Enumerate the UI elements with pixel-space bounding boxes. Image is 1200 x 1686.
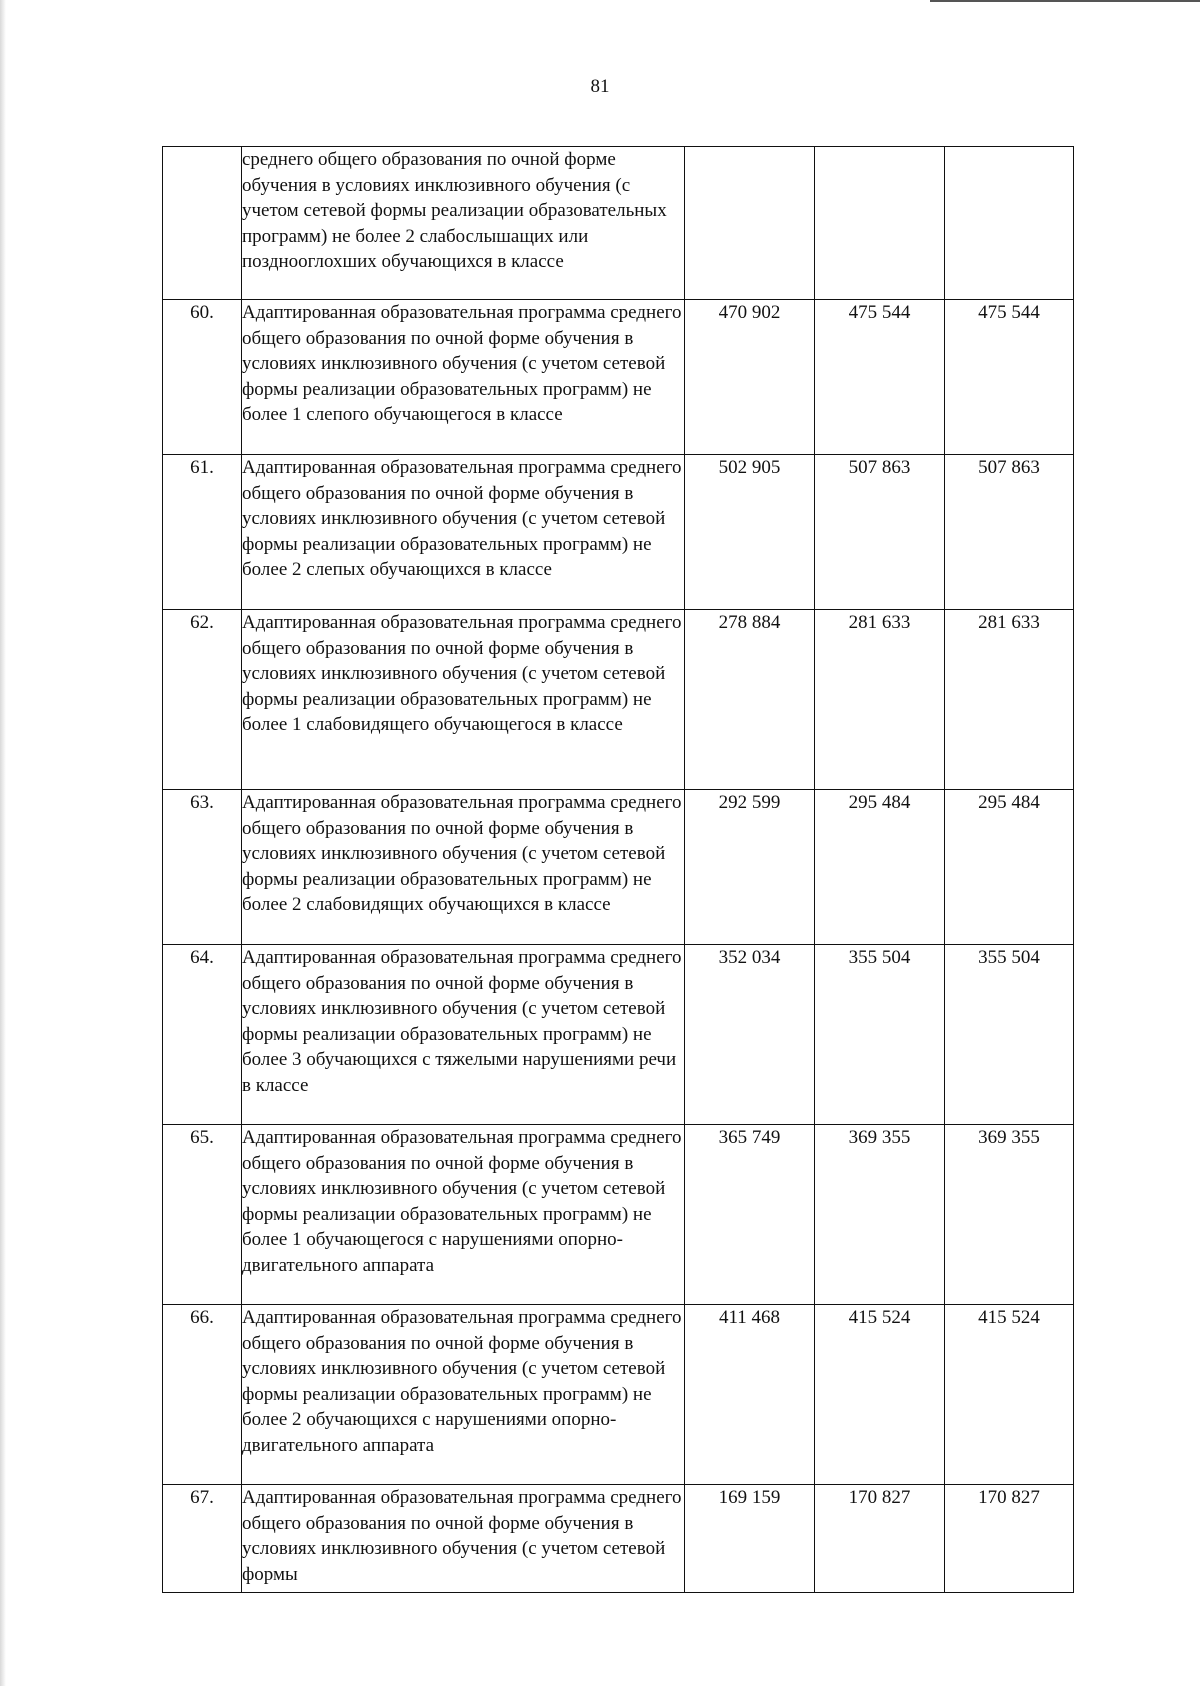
table-row: [163, 945, 1074, 1125]
table-row: [163, 300, 1074, 455]
budget-table: [162, 146, 1074, 1593]
value-col-1: 411 468: [685, 1305, 815, 1485]
program-description: Адаптированная образовательная программа среднего общего образования по очной форме обучения в условиях инклюзивного обучения (с учетом сетевой формы реализации образовательных программ) не более 1 обучающегося с нарушениями опорно-двигательного аппарата: [242, 1125, 685, 1305]
table-row: [163, 610, 1074, 790]
value-col-1: 292 599: [685, 790, 815, 945]
row-number: 64.: [163, 945, 242, 1125]
row-number: 67.: [163, 1485, 242, 1593]
table-row: [163, 147, 1074, 300]
value-col-2: 507 863: [815, 455, 945, 610]
value-col-2: 369 355: [815, 1125, 945, 1305]
value-col-3: 295 484: [945, 790, 1074, 945]
value-col-1: 502 905: [685, 455, 815, 610]
value-col-3: 507 863: [945, 455, 1074, 610]
value-col-3: 281 633: [945, 610, 1074, 790]
row-number: 62.: [163, 610, 242, 790]
table-row: [163, 1485, 1074, 1593]
row-number: 61.: [163, 455, 242, 610]
value-col-2: 295 484: [815, 790, 945, 945]
value-col-1: 470 902: [685, 300, 815, 455]
program-description: Адаптированная образовательная программа среднего общего образования по очной форме обучения в условиях инклюзивного обучения (с учетом сетевой формы реализации образовательных программ) не более 2 слабовидящих обучающихся в классе: [242, 790, 685, 945]
value-col-3: 369 355: [945, 1125, 1074, 1305]
value-col-1: 278 884: [685, 610, 815, 790]
value-col-2: 415 524: [815, 1305, 945, 1485]
row-number: 65.: [163, 1125, 242, 1305]
value-col-2: 281 633: [815, 610, 945, 790]
value-col-3: 170 827: [945, 1485, 1074, 1593]
program-description: Адаптированная образовательная программа среднего общего образования по очной форме обучения в условиях инклюзивного обучения (с учетом сетевой формы реализации образовательных программ) не более 1 слабовидящего обучающегося в классе: [242, 610, 685, 790]
row-number: 66.: [163, 1305, 242, 1485]
value-col-3: [945, 147, 1074, 300]
row-number: 60.: [163, 300, 242, 455]
value-col-1: [685, 147, 815, 300]
value-col-2: 170 827: [815, 1485, 945, 1593]
table-row: [163, 455, 1074, 610]
table-row: [163, 1305, 1074, 1485]
program-description: Адаптированная образовательная программа среднего общего образования по очной форме обучения в условиях инклюзивного обучения (с учетом сетевой формы реализации образовательных программ) не более 2 слепых обучающихся в классе: [242, 455, 685, 610]
value-col-3: 415 524: [945, 1305, 1074, 1485]
top-rule: [930, 0, 1200, 2]
table-row: [163, 790, 1074, 945]
program-description: Адаптированная образовательная программа среднего общего образования по очной форме обучения в условиях инклюзивного обучения (с учетом сетевой формы реализации образовательных программ) не более 3 обучающихся с тяжелыми нарушениями речи в классе: [242, 945, 685, 1125]
value-col-2: 475 544: [815, 300, 945, 455]
value-col-2: 355 504: [815, 945, 945, 1125]
value-col-3: 355 504: [945, 945, 1074, 1125]
table-row: [163, 1125, 1074, 1305]
page-number: 81: [590, 76, 610, 97]
row-number: 63.: [163, 790, 242, 945]
value-col-3: 475 544: [945, 300, 1074, 455]
program-description: среднего общего образования по очной форме обучения в условиях инклюзивного обучения (с учетом сетевой формы реализации образовательных программ) не более 2 слабослышащих или позднооглохших обучающихся в классе: [242, 147, 685, 300]
program-description: Адаптированная образовательная программа среднего общего образования по очной форме обучения в условиях инклюзивного обучения (с учетом сетевой формы реализации образовательных программ) не более 1 слепого обучающегося в классе: [242, 300, 685, 455]
row-number: [163, 147, 242, 300]
value-col-1: 365 749: [685, 1125, 815, 1305]
scan-edge: [0, 0, 6, 1686]
value-col-2: [815, 147, 945, 300]
value-col-1: 169 159: [685, 1485, 815, 1593]
program-description: Адаптированная образовательная программа среднего общего образования по очной форме обучения в условиях инклюзивного обучения (с учетом сетевой формы: [242, 1485, 685, 1593]
value-col-1: 352 034: [685, 945, 815, 1125]
program-description: Адаптированная образовательная программа среднего общего образования по очной форме обучения в условиях инклюзивного обучения (с учетом сетевой формы реализации образовательных программ) не более 2 обучающихся с нарушениями опорно-двигательного аппарата: [242, 1305, 685, 1485]
